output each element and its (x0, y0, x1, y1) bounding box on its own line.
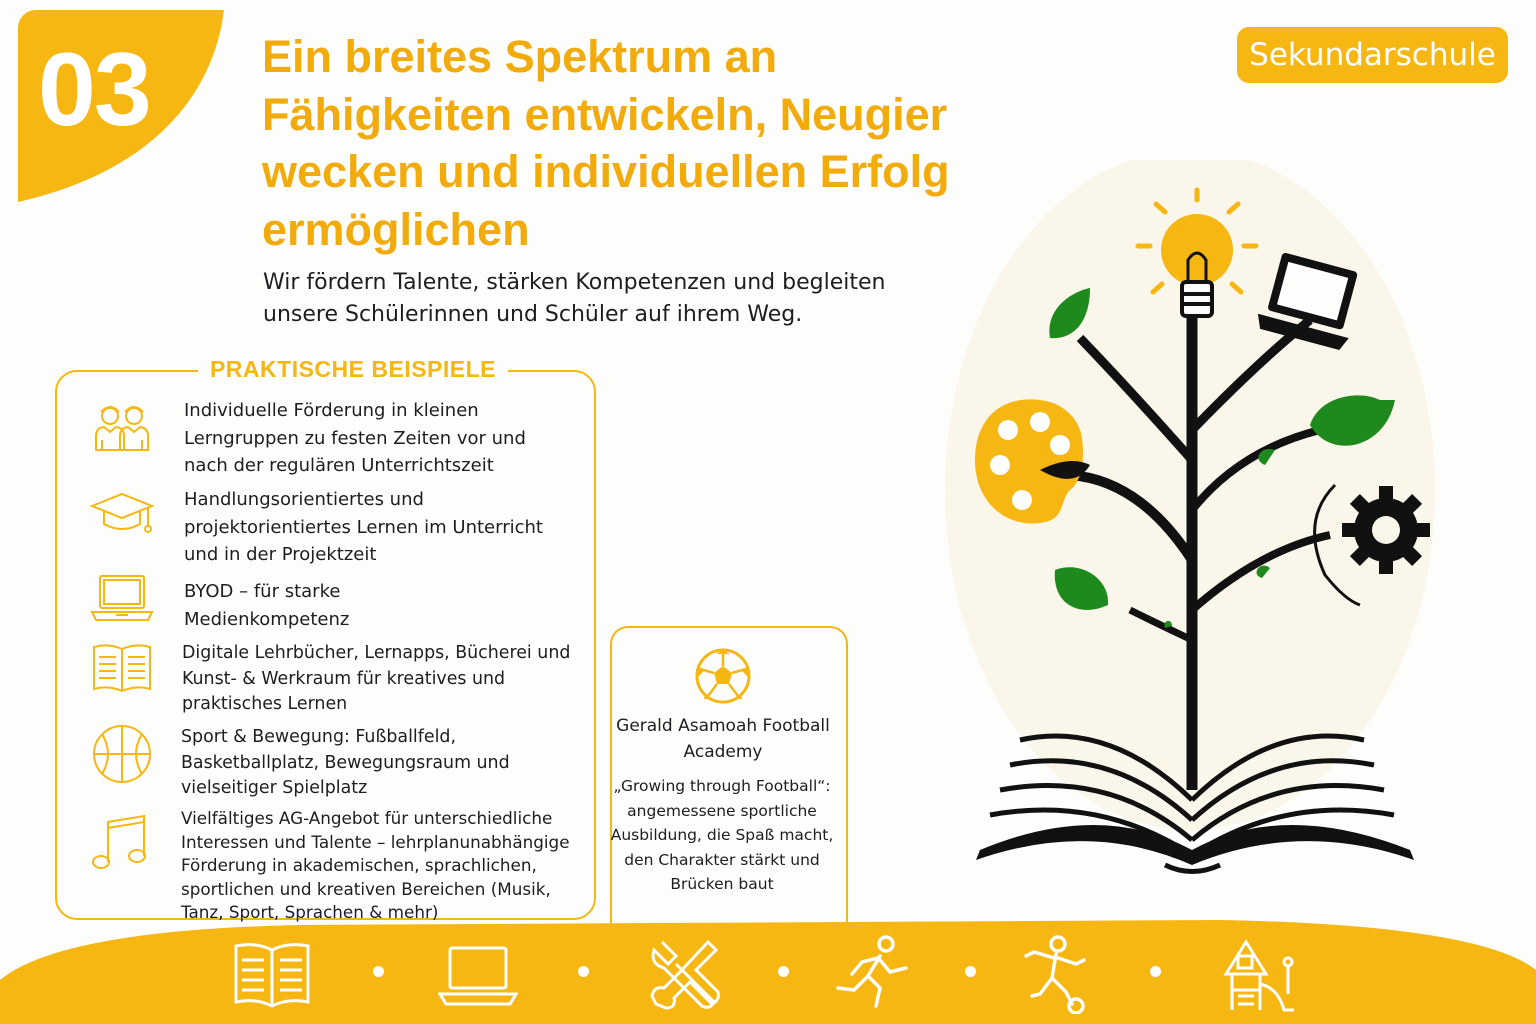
example-text-5: Sport & Bewegung: Fußballfeld, Basketballplatz, Bewegungsraum und vielseitiger Spielplatz (181, 727, 510, 798)
page-title: Ein breites Spektrum an Fähigkeiten entwickeln, Neugier wecken und individuellen Erfolg ermöglichen (262, 31, 950, 255)
tree-of-learning (940, 160, 1460, 890)
academy-name: Gerald Asamoah Football Academy (616, 716, 830, 762)
gear-icon (1342, 486, 1430, 574)
children-icon (88, 396, 156, 460)
example-text-2: Handlungsorientiertes und projektorientiertes Lernen im Unterricht und in der Projektzeit (184, 489, 543, 565)
separator-dot (373, 966, 384, 977)
separator-dot (778, 966, 789, 977)
example-text-6: Vielfältiges AG-Angebot für unterschiedliche Interessen und Talente – lehrplanunabhängige Förderung in akademischen, sprachlichen, sportlichen und kreativen Bereichen (Musik, Tanz, Sport, Sprachen & mehr) (181, 808, 570, 922)
open-book-icon (88, 637, 156, 701)
school-type-badge: Sekundarschule (1237, 27, 1508, 83)
running-person-icon (832, 934, 912, 1014)
page-subtitle: Wir fördern Talente, stärken Kompetenzen und begleiten unsere Schülerinnen und Schüler auf ihrem Weg. (263, 270, 886, 327)
graduation-cap-icon (88, 484, 156, 548)
soccer-ball-icon (694, 647, 752, 705)
laptop-icon (88, 568, 156, 632)
basketball-icon (88, 722, 156, 786)
examples-heading: PRAKTISCHE BEISPIELE (198, 354, 508, 384)
example-text-1: Individuelle Förderung in kleinen Lerngruppen zu festen Zeiten vor und nach der regulären Unterrichtszeit (184, 400, 526, 476)
separator-dot (1150, 966, 1161, 977)
section-number: 03 (38, 32, 150, 148)
academy-quote: „Growing through Football“: angemessene sportliche Ausbildung, die Spaß macht, den Charakter stärkt und Brücken baut (610, 777, 834, 894)
separator-dot (965, 966, 976, 977)
music-note-icon (88, 812, 156, 876)
tools-icon (646, 934, 726, 1014)
bottom-band (0, 900, 1536, 1024)
football-player-icon (1018, 934, 1098, 1014)
separator-dot (578, 966, 589, 977)
example-text-3: BYOD – für starke Medienkompetenz (184, 581, 350, 630)
book-icon (232, 934, 312, 1014)
laptop-icon (438, 934, 518, 1014)
example-text-4: Digitale Lehrbücher, Lernapps, Bücherei und Kunst- & Werkraum für kreatives und praktisches Lernen (182, 643, 571, 714)
playground-icon (1218, 934, 1298, 1014)
